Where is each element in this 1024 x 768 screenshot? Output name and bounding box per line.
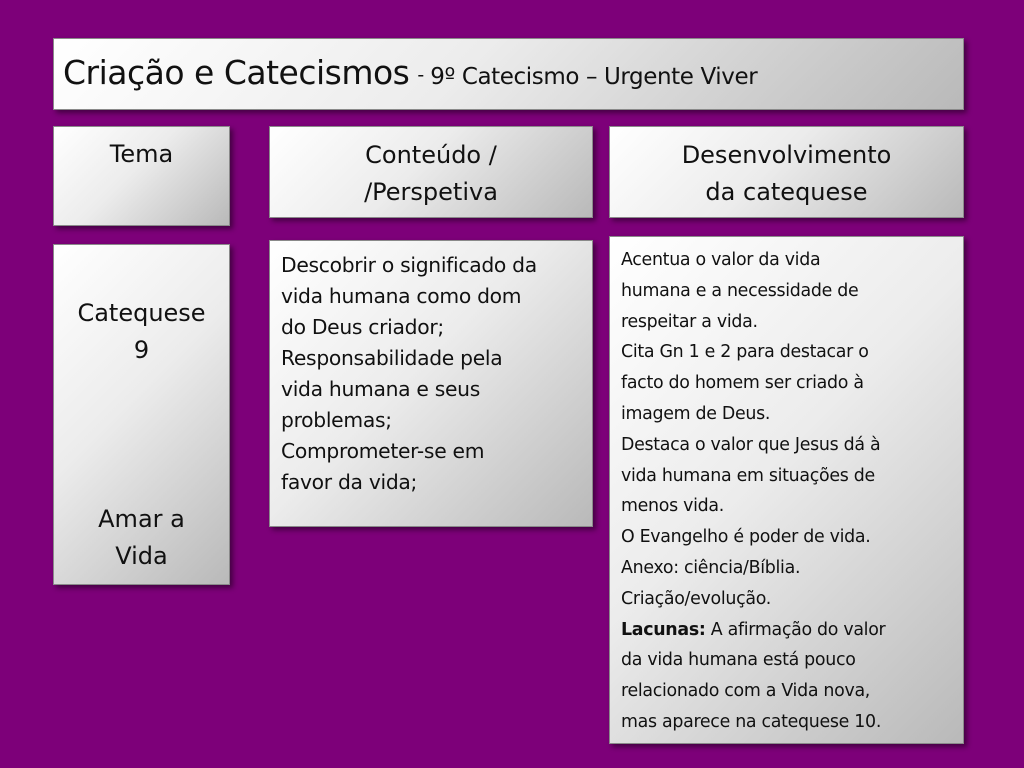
tema-header: Tema: [109, 140, 174, 168]
desenvolvimento-line: respeitar a vida.: [621, 311, 758, 332]
desenvolvimento-header-box: [609, 126, 964, 218]
desenvolvimento-line: Criação/evolução.: [621, 588, 771, 609]
tema-name: [54, 501, 229, 575]
tema-body-box: [53, 244, 230, 585]
lacunas-label: Lacunas:: [621, 619, 706, 640]
lacunas-text: A afirmação do valor: [705, 619, 886, 640]
desenvolvimento-header-line: Desenvolvimento: [681, 141, 892, 169]
tema-catequese-number: 9: [133, 336, 150, 364]
lacunas-line: relacionado com a Vida nova,: [621, 681, 871, 702]
lacunas-line: mas aparece na catequese 10.: [621, 711, 882, 732]
desenvolvimento-line: vida humana em situações de: [621, 465, 875, 486]
conteudo-line: favor da vida;: [281, 470, 418, 494]
conteudo-header-line: /Perspetiva: [364, 178, 498, 206]
desenvolvimento-header-line: da catequese: [705, 178, 868, 206]
conteudo-header-line: Conteúdo /: [365, 141, 497, 169]
slide-subtitle: 9º Catecismo – Urgente Viver: [430, 64, 758, 90]
lacunas-line: da vida humana está pouco: [621, 650, 856, 671]
conteudo-header-box: [269, 126, 593, 218]
conteudo-line: vida humana e seus: [281, 377, 480, 401]
desenvolvimento-body-box: [609, 236, 964, 744]
desenvolvimento-line: Cita Gn 1 e 2 para destacar o: [621, 342, 869, 363]
conteudo-line: Descobrir o significado da: [281, 253, 537, 277]
desenvolvimento-line: menos vida.: [621, 496, 724, 517]
slide-title-box: [53, 38, 964, 110]
conteudo-line: Responsabilidade pela: [281, 346, 503, 370]
desenvolvimento-line: Acentua o valor da vida: [621, 250, 821, 270]
conteudo-line: Comprometer-se em: [281, 439, 485, 463]
conteudo-line: vida humana como dom: [281, 284, 522, 308]
conteudo-line: do Deus criador;: [281, 315, 444, 339]
slide-title: Criação e Catecismos: [63, 53, 410, 92]
conteudo-line: problemas;: [281, 408, 392, 432]
tema-catequese-line: Catequese: [77, 299, 206, 327]
desenvolvimento-line: O Evangelho é poder de vida.: [621, 527, 871, 548]
tema-header-box: [53, 126, 230, 226]
title-separator: -: [417, 64, 425, 86]
desenvolvimento-line: Anexo: ciência/Bíblia.: [621, 557, 801, 578]
desenvolvimento-line: facto do homem ser criado à: [621, 373, 864, 394]
tema-catequese: [54, 295, 229, 369]
desenvolvimento-line: humana e a necessidade de: [621, 280, 859, 301]
tema-name-line: Vida: [115, 542, 168, 570]
lacunas-line: [621, 615, 963, 646]
desenvolvimento-line: Destaca o valor que Jesus dá à: [621, 434, 881, 455]
conteudo-body-box: [269, 240, 593, 527]
desenvolvimento-line: imagem de Deus.: [621, 403, 771, 424]
tema-name-line: Amar a: [98, 505, 185, 533]
